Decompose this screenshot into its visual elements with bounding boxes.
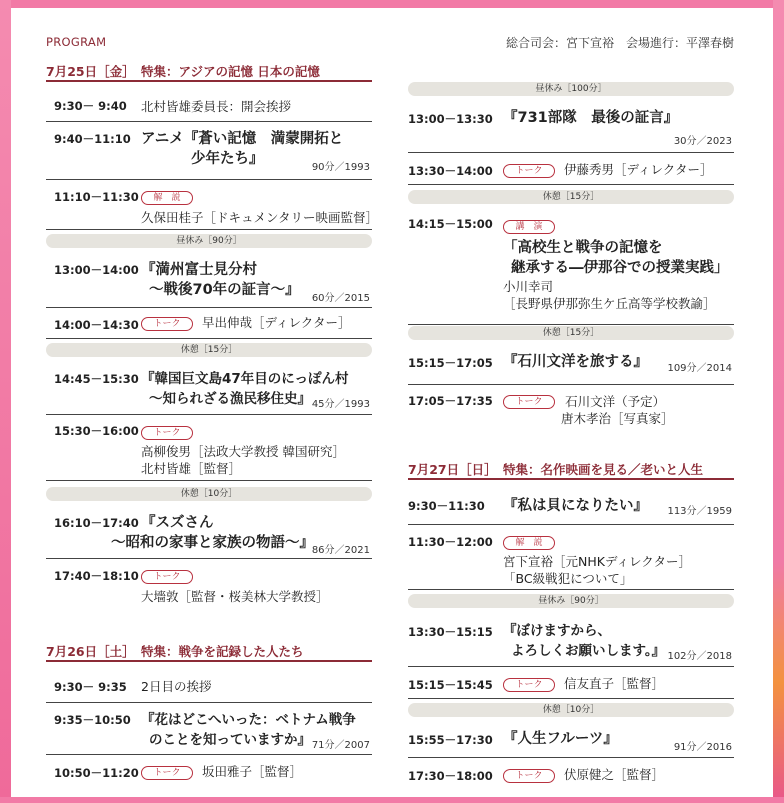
time: 13:30－14:00 bbox=[408, 164, 493, 178]
day2-feature: 特集：戦争を記録した人たち bbox=[141, 644, 304, 659]
day2-date: 7月26日［土］ bbox=[46, 644, 135, 659]
speaker: 北村皆雄［監督］ bbox=[141, 461, 242, 476]
day2-row-talk-ishikawa bbox=[408, 384, 734, 432]
film-title: 『731部隊 最後の証言』 bbox=[503, 110, 679, 126]
day3-section bbox=[408, 458, 734, 793]
day3-row-jinsei bbox=[408, 721, 734, 758]
time: 15:55－17:30 bbox=[408, 733, 493, 747]
lunch-break: 昼休み［90分］ bbox=[46, 234, 372, 248]
day1-header bbox=[46, 60, 372, 82]
film-title: 『満州富士見分村 bbox=[141, 262, 257, 278]
film-duration: 91分／2016 bbox=[673, 742, 732, 753]
day1-row-suzu bbox=[46, 505, 372, 559]
commentary-badge: 解 説 bbox=[503, 536, 555, 550]
lecture-title-cont: 継承する―伊那谷での授業実践」 bbox=[511, 260, 729, 276]
day2-row-lecture bbox=[408, 208, 734, 325]
film-title: 『ぼけますから、 bbox=[503, 623, 611, 639]
time: 17:40－18:10 bbox=[54, 569, 139, 583]
day2-row-vietnam bbox=[46, 702, 372, 755]
film-title: 『韓国巨文島47年目のにっぽん村 bbox=[141, 371, 349, 387]
rest-break: 休憩［15分］ bbox=[408, 326, 734, 340]
day1-row-talk-takayanagi bbox=[46, 414, 372, 481]
film-duration: 90分／1993 bbox=[311, 162, 370, 173]
day2-row-talk-sakata bbox=[46, 754, 372, 784]
film-title: 『花はどこへいった：ベトナム戦争 bbox=[141, 712, 356, 728]
talk-badge: トーク bbox=[141, 570, 193, 584]
day1-row-manchuria bbox=[46, 252, 372, 308]
lecture-title: 「高校生と戦争の記憶を bbox=[503, 240, 663, 256]
speaker: 久保田桂子［ドキュメンタリー映画監督］ bbox=[141, 210, 379, 225]
day3-row-kai bbox=[408, 488, 734, 525]
frame-top bbox=[0, 0, 784, 8]
day1-row-commentary bbox=[46, 179, 379, 230]
film-title: アニメ『蒼い記憶 満蒙開拓と bbox=[141, 131, 344, 147]
day3-header bbox=[408, 458, 734, 480]
frame-right bbox=[773, 0, 784, 803]
hosts-line: 総合司会：宮下宣裕 会場進行：平澤春樹 bbox=[505, 36, 734, 50]
time: 16:10－17:40 bbox=[54, 516, 139, 530]
day2-section-continued bbox=[408, 82, 734, 432]
day3-row-bokemasu bbox=[408, 612, 734, 667]
time: 15:15－15:45 bbox=[408, 678, 493, 692]
film-duration: 113分／1959 bbox=[667, 506, 732, 517]
time: 9:30－ 9:35 bbox=[54, 680, 127, 694]
film-title: 『スズさん bbox=[141, 515, 214, 531]
time: 9:30－ 9:40 bbox=[54, 99, 127, 113]
speaker: 大墻敦［監督・桜美林大学教授］ bbox=[141, 589, 329, 604]
time: 14:00－14:30 bbox=[54, 318, 139, 332]
film-title-cont: ～知られざる漁民移住史』 bbox=[149, 391, 311, 407]
film-duration: 30分／2023 bbox=[673, 136, 732, 147]
program-label: PROGRAM bbox=[46, 35, 107, 49]
day3-date: 7月27日［日］ bbox=[408, 462, 497, 477]
speaker: 坂田雅子［監督］ bbox=[201, 764, 302, 779]
time: 9:40－11:10 bbox=[54, 132, 131, 146]
day2-section bbox=[46, 640, 372, 790]
day3-row-talk-nobutomo bbox=[408, 666, 734, 699]
day1-date: 7月25日［金］ bbox=[46, 64, 135, 79]
speaker: 伊藤秀男［ディレクター］ bbox=[563, 162, 713, 177]
speaker: 高柳俊男［法政大学教授 韓国研究］ bbox=[141, 444, 345, 459]
film-title: 『私は貝になりたい』 bbox=[503, 498, 648, 514]
frame-bottom bbox=[0, 797, 784, 803]
time: 11:30－12:00 bbox=[408, 535, 493, 549]
rest-break: 休憩［15分］ bbox=[408, 190, 734, 204]
day1-row-opening bbox=[46, 90, 372, 122]
commentary-badge: 解 説 bbox=[141, 191, 193, 205]
time: 10:50－11:20 bbox=[54, 766, 139, 780]
day1-section bbox=[46, 60, 379, 620]
day1-row-talk-hayade bbox=[46, 307, 372, 339]
film-title: 『人生フルーツ』 bbox=[503, 731, 618, 747]
day2-row-ishikawa-film bbox=[408, 344, 734, 385]
film-title-cont: 少年たち』 bbox=[191, 151, 264, 167]
day1-row-korea bbox=[46, 362, 372, 415]
talk-badge: トーク bbox=[503, 164, 555, 178]
time: 9:35－10:50 bbox=[54, 713, 131, 727]
time: 14:45－15:30 bbox=[54, 372, 139, 386]
time: 14:15－15:00 bbox=[408, 217, 493, 231]
opening-text: 北村皆雄委員長：開会挨拶 bbox=[141, 99, 292, 114]
day2-row-unit731 bbox=[408, 100, 734, 153]
day1-feature: 特集：アジアの記憶 日本の記憶 bbox=[141, 64, 320, 79]
film-title-cont: のことを知っていますか』 bbox=[149, 732, 311, 748]
speaker: 宮下宣裕［元NHKディレクター］ bbox=[503, 554, 691, 569]
day2-row-talk-ito bbox=[408, 152, 734, 185]
lunch-break: 昼休み［100分］ bbox=[408, 82, 734, 96]
speaker: 小川幸司 bbox=[503, 279, 554, 294]
film-title-cont: ～昭和の家事と家族の物語～』 bbox=[111, 535, 314, 551]
film-duration: 86分／2021 bbox=[311, 545, 370, 556]
day1-row-anime bbox=[46, 121, 372, 180]
frame-left bbox=[0, 0, 11, 803]
time: 9:30－11:30 bbox=[408, 499, 485, 513]
speaker: 信友直子［監督］ bbox=[563, 676, 664, 691]
day3-feature: 特集：名作映画を見る／老いと人生 bbox=[503, 462, 704, 477]
film-title-cont: ～戦後70年の証言～』 bbox=[149, 282, 300, 298]
film-duration: 45分／1993 bbox=[311, 399, 370, 410]
film-duration: 71分／2007 bbox=[311, 740, 370, 751]
time: 13:30－15:15 bbox=[408, 625, 493, 639]
talk-badge: トーク bbox=[141, 426, 193, 440]
film-duration: 109分／2014 bbox=[667, 363, 732, 374]
day2-row-greeting bbox=[46, 670, 372, 703]
rest-break: 休憩［15分］ bbox=[46, 343, 372, 357]
lecture-badge: 講 演 bbox=[503, 220, 555, 234]
film-duration: 60分／2015 bbox=[311, 293, 370, 304]
talk-badge: トーク bbox=[503, 678, 555, 692]
time: 15:15－17:05 bbox=[408, 356, 493, 370]
lunch-break: 昼休み［90分］ bbox=[408, 594, 734, 608]
speaker: 早出伸哉［ディレクター］ bbox=[201, 315, 351, 330]
time: 13:00－14:00 bbox=[54, 263, 139, 277]
day2-header bbox=[46, 640, 372, 662]
time: 13:00－13:30 bbox=[408, 112, 493, 126]
speaker: 伏原健之［監督］ bbox=[563, 767, 664, 782]
rest-break: 休憩［10分］ bbox=[408, 703, 734, 717]
talk-badge: トーク bbox=[141, 766, 193, 780]
greeting-text: 2日目の挨拶 bbox=[141, 679, 212, 694]
talk-badge: トーク bbox=[503, 395, 555, 409]
time: 17:05－17:35 bbox=[408, 394, 493, 408]
day1-row-talk-ogaki bbox=[46, 558, 372, 608]
day3-row-talk-fushihara bbox=[408, 757, 734, 787]
speaker-affiliation: ［長野県伊那弥生ケ丘高等学校教諭］ bbox=[503, 296, 716, 311]
day3-row-commentary bbox=[408, 524, 734, 590]
film-duration: 102分／2018 bbox=[667, 651, 732, 662]
time: 11:10－11:30 bbox=[54, 190, 139, 204]
talk-badge: トーク bbox=[141, 317, 193, 331]
commentary-topic: 「BC級戦犯について」 bbox=[503, 571, 633, 586]
time: 17:30－18:00 bbox=[408, 769, 493, 783]
time: 15:30－16:00 bbox=[54, 424, 139, 438]
speaker: 石川文洋（予定） bbox=[565, 394, 666, 409]
film-title: 『石川文洋を旅する』 bbox=[503, 354, 648, 370]
speaker: 唐木孝治［写真家］ bbox=[561, 411, 674, 426]
film-title-cont: よろしくお願いします。』 bbox=[511, 643, 666, 659]
talk-badge: トーク bbox=[503, 769, 555, 783]
rest-break: 休憩［10分］ bbox=[46, 487, 372, 501]
